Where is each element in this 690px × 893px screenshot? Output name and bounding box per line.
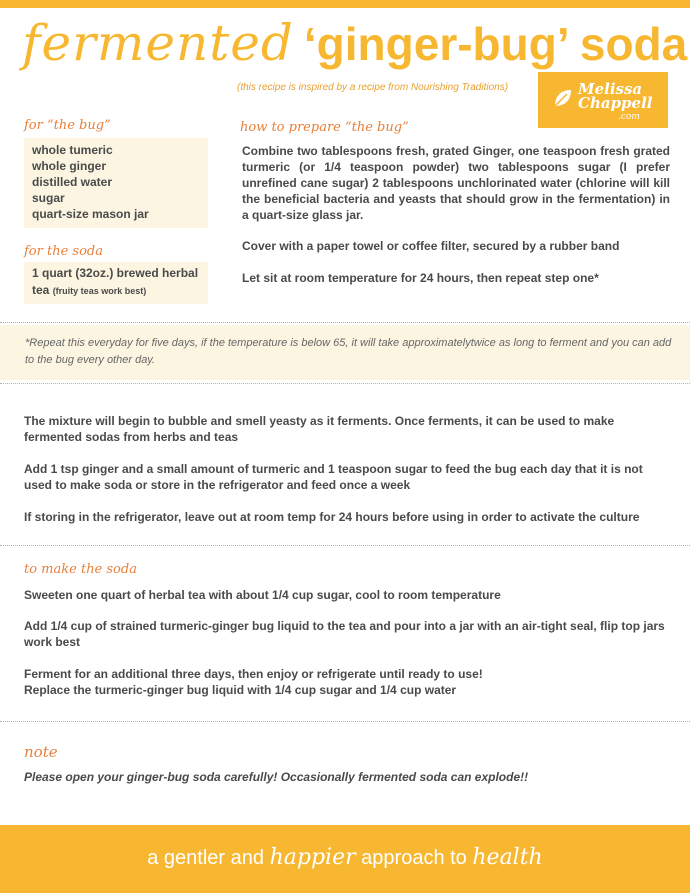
storage-paragraph: If storing in the refrigerator, leave out at room temp for 24 hours before using in order to activate the culture: [24, 510, 640, 524]
logo-line2: Chappell: [578, 94, 653, 112]
logo-line1: Melissa: [578, 80, 643, 98]
ingredient-item: quart-size mason jar: [32, 207, 149, 221]
brand-logo[interactable]: [538, 72, 668, 128]
soda-ingredient-note: (fruity teas work best): [52, 286, 147, 296]
safety-note: Please open your ginger-bug soda carefully! Occasionally fermented soda can explode!!: [24, 770, 529, 784]
slogan-script2: health: [472, 845, 543, 870]
prepare-step-2: Cover with a paper towel or coffee filter, secured by a rubber band: [242, 239, 620, 253]
fermentation-paragraph: The mixture will begin to bubble and smell yeasty as it ferments. Once ferments, it can be used to make fermented sodas from herbs and teas: [24, 414, 615, 444]
make-soda-step-2: Add 1/4 cup of strained turmeric-ginger bug liquid to the tea and pour into a jar with an air-tight seal, flip top jars work best: [24, 619, 665, 649]
divider: [0, 383, 690, 384]
ingredient-item: whole ginger: [32, 159, 107, 173]
divider: [0, 545, 690, 546]
ingredient-item: sugar: [32, 191, 65, 205]
make-soda-step-3: Ferment for an additional three days, then enjoy or refrigerate until ready to use!: [24, 667, 483, 681]
title-script: fermented: [22, 14, 294, 72]
prepare-step-1-text: Combine two tablespoons fresh, grated Ginger, one teaspoon fresh grated turmeric (or 1/4 teaspoon powder) two tablespoons sugar (I prefer unrefined cane sugar) 2 tablespoons unchlorinated water (chlorine will kill the beneficial bacteria and yeasts that should grow in the fermentation) in a quart-size glass jar.: [242, 144, 670, 222]
prepare-step-3: Let sit at room temperature for 24 hours, then repeat step one*: [242, 271, 599, 285]
note-heading: note: [24, 743, 58, 761]
divider: [0, 721, 690, 722]
soda-ingredients-box: [24, 262, 208, 304]
repeat-note-band: [0, 325, 690, 380]
bug-ingredients-box: [24, 138, 208, 228]
slogan-part1: a gentler and: [147, 847, 265, 869]
divider: [0, 322, 690, 323]
slogan-script1: happier: [269, 845, 356, 870]
leaf-icon: [551, 86, 575, 110]
make-soda-step-4: Replace the turmeric-ginger bug liquid with 1/4 cup sugar and 1/4 cup water: [24, 683, 457, 697]
make-soda-step-1: Sweeten one quart of herbal tea with about 1/4 cup sugar, cool to room temperature: [24, 588, 501, 602]
slogan-part2: approach to: [361, 847, 467, 869]
prepare-heading: how to prepare “the bug”: [240, 120, 409, 135]
repeat-note: *Repeat this everyday for five days, if the temperature is below 65, it will take approximatelytwice as long to ferment and you can add to the bug every other day.: [25, 337, 672, 366]
logo-line3: .com: [618, 112, 640, 122]
title-bold: ‘ginger-bug’ soda: [303, 18, 688, 70]
soda-ingredient-line2: [32, 283, 146, 297]
feeding-paragraph: Add 1 tsp ginger and a small amount of turmeric and 1 teaspoon sugar to feed the bug each day that it is not used to make soda or store in the refrigerator and feed once a week: [24, 462, 643, 492]
soda-heading: for the soda: [24, 244, 103, 259]
ingredient-item: distilled water: [32, 175, 113, 189]
soda-ingredient-line1: 1 quart (32oz.) brewed herbal: [32, 266, 199, 280]
bug-heading: for “the bug”: [24, 118, 111, 133]
ingredient-item: whole tumeric: [32, 143, 113, 157]
prepare-step-1: [242, 143, 670, 223]
inspired-note: (this recipe is inspired by a recipe from Nourishing Traditions): [237, 82, 509, 93]
make-soda-heading: to make the soda: [24, 562, 137, 577]
footer-slogan: [0, 845, 690, 870]
top-accent-bar: [0, 0, 690, 8]
soda-ingredient-tea: tea: [32, 283, 50, 297]
footer-banner: [0, 825, 690, 893]
